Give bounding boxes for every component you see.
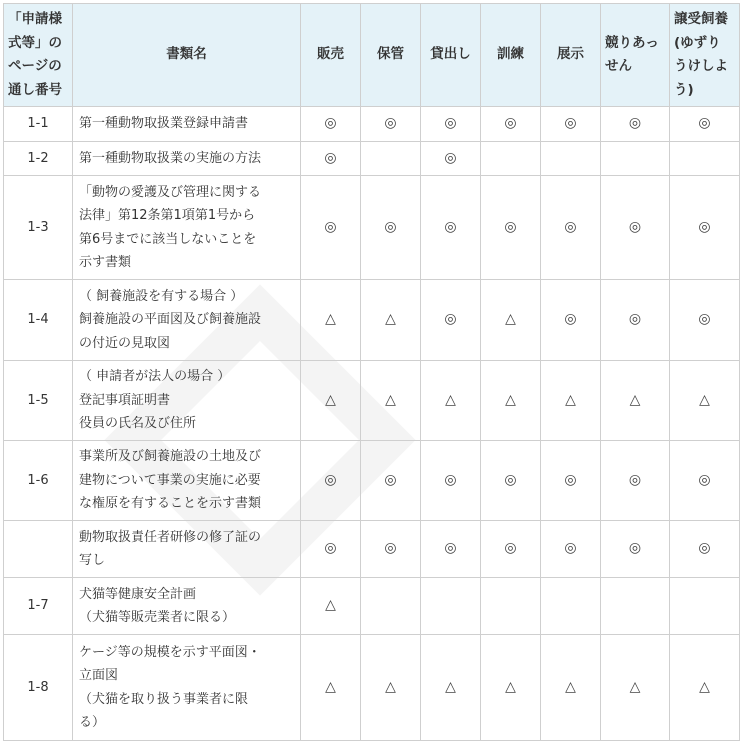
requirement-mark: △ <box>481 361 541 441</box>
row-number: 1-4 <box>4 280 73 361</box>
table-row <box>4 361 740 441</box>
table-row <box>4 280 740 361</box>
requirement-mark: △ <box>541 361 601 441</box>
requirement-mark: ◎ <box>421 521 481 578</box>
requirement-mark: △ <box>601 361 670 441</box>
header-storage: 保管 <box>361 4 421 107</box>
requirement-mark: ◎ <box>541 441 601 521</box>
requirement-mark: ◎ <box>481 521 541 578</box>
table-row <box>4 578 740 635</box>
document-name-line: （犬猫を取り扱う事業者に限 <box>79 691 249 707</box>
requirement-mark <box>361 578 421 635</box>
table-row <box>4 635 740 741</box>
row-document-name <box>73 280 301 361</box>
row-number: 1-8 <box>4 635 73 741</box>
requirement-mark: ◎ <box>421 176 481 280</box>
requirement-mark <box>481 578 541 635</box>
requirement-mark <box>670 578 740 635</box>
document-name-line: な権原を有することを示す書類 <box>79 496 262 512</box>
requirement-mark: △ <box>301 635 361 741</box>
row-document-name <box>73 521 301 578</box>
requirement-mark: △ <box>601 635 670 741</box>
requirement-mark: ◎ <box>670 280 740 361</box>
header-number: 「申請様 式等」の ページの 通し番号 <box>4 4 73 107</box>
requirement-mark: ◎ <box>301 441 361 521</box>
requirement-mark: ◎ <box>670 176 740 280</box>
requirement-mark: ◎ <box>601 280 670 361</box>
document-name-line: 第6号までに該当しないことを <box>79 231 257 247</box>
document-name-line: （犬猫等販売業者に限る） <box>79 610 236 625</box>
table-row <box>4 176 740 280</box>
requirement-mark <box>361 142 421 176</box>
requirement-mark: ◎ <box>361 176 421 280</box>
header-document-name: 書類名 <box>73 4 301 107</box>
document-name-line: 第一種動物取扱業登録申請書 <box>79 116 249 132</box>
header-adoption: 譲受飼養 (ゆずり うけしよ う) <box>670 4 740 107</box>
row-number: 1-3 <box>4 176 73 280</box>
requirement-mark: △ <box>481 280 541 361</box>
required-documents-table <box>3 3 740 741</box>
document-name-line: 動物取扱責任者研修の修了証の <box>79 529 262 545</box>
document-name-line: の付近の見取図 <box>79 335 171 351</box>
requirement-mark: △ <box>541 635 601 741</box>
row-document-name <box>73 361 301 441</box>
document-name-line: 飼養施設の平面図及び飼養施設 <box>79 312 262 328</box>
requirement-mark <box>601 578 670 635</box>
requirement-mark: ◎ <box>601 521 670 578</box>
requirement-mark <box>601 142 670 176</box>
requirement-mark: △ <box>670 361 740 441</box>
row-number: 1-1 <box>4 107 73 142</box>
requirement-mark <box>541 578 601 635</box>
row-document-name <box>73 176 301 280</box>
requirement-mark: ◎ <box>541 107 601 142</box>
row-number: 1-2 <box>4 142 73 176</box>
requirement-mark: △ <box>481 635 541 741</box>
document-name-line: る） <box>79 715 106 730</box>
document-name-line: 第一種動物取扱業の実施の方法 <box>79 150 262 166</box>
document-name-line: 登記事項証明書 <box>79 392 171 408</box>
requirement-mark <box>481 142 541 176</box>
requirement-mark: ◎ <box>670 107 740 142</box>
table-row <box>4 142 740 176</box>
requirement-mark: ◎ <box>421 280 481 361</box>
requirement-mark: △ <box>421 361 481 441</box>
requirement-mark: ◎ <box>301 142 361 176</box>
row-number: 1-5 <box>4 361 73 441</box>
requirement-mark: ◎ <box>670 521 740 578</box>
document-name-line: 建物について事業の実施に必要 <box>79 472 261 488</box>
row-document-name <box>73 107 301 142</box>
document-name-line: （ 申請者が法人の場合 ） <box>79 369 231 385</box>
requirement-mark: ◎ <box>481 441 541 521</box>
row-document-name <box>73 635 301 741</box>
requirement-mark: ◎ <box>481 107 541 142</box>
row-document-name <box>73 142 301 176</box>
requirement-mark: △ <box>301 578 361 635</box>
table-row <box>4 441 740 521</box>
requirement-mark: ◎ <box>361 107 421 142</box>
requirement-mark: ◎ <box>421 142 481 176</box>
requirement-mark: ◎ <box>421 441 481 521</box>
requirement-mark: ◎ <box>601 441 670 521</box>
header-training: 訓練 <box>481 4 541 107</box>
requirement-mark: ◎ <box>421 107 481 142</box>
document-name-line: 示す書類 <box>79 255 132 270</box>
requirement-mark <box>421 578 481 635</box>
requirement-mark: ◎ <box>601 176 670 280</box>
requirement-mark: ◎ <box>301 176 361 280</box>
requirement-mark: △ <box>670 635 740 741</box>
header-auction: 競りあっ せん <box>601 4 670 107</box>
table-row <box>4 107 740 142</box>
requirement-mark: △ <box>361 635 421 741</box>
requirement-mark: ◎ <box>361 441 421 521</box>
requirement-mark: ◎ <box>670 441 740 521</box>
document-name-line: ケージ等の規模を示す平面図・ <box>79 644 261 660</box>
requirement-mark: ◎ <box>361 521 421 578</box>
requirement-mark: △ <box>361 280 421 361</box>
table-row <box>4 521 740 578</box>
requirement-mark: ◎ <box>541 176 601 280</box>
document-name-line: 役員の氏名及び住所 <box>79 416 197 432</box>
document-name-line: 犬猫等健康安全計画 <box>79 586 197 602</box>
document-name-line: 「動物の愛護及び管理に関する <box>79 184 262 200</box>
header-lending: 貸出し <box>421 4 481 107</box>
document-name-line: 写し <box>79 553 106 568</box>
document-name-line: 法律」第12条第1項第1号から <box>79 208 256 223</box>
row-document-name <box>73 441 301 521</box>
requirement-mark <box>670 142 740 176</box>
requirement-mark: ◎ <box>481 176 541 280</box>
requirement-mark <box>541 142 601 176</box>
row-number: 1-6 <box>4 441 73 521</box>
requirement-mark: ◎ <box>301 521 361 578</box>
header-exhibition: 展示 <box>541 4 601 107</box>
document-name-line: （ 飼養施設を有する場合 ） <box>79 288 244 304</box>
header-sales: 販売 <box>301 4 361 107</box>
row-document-name <box>73 578 301 635</box>
requirement-mark: ◎ <box>601 107 670 142</box>
requirement-mark: ◎ <box>541 280 601 361</box>
requirement-mark: △ <box>361 361 421 441</box>
requirement-mark: △ <box>421 635 481 741</box>
document-name-line: 立面図 <box>79 668 119 683</box>
requirement-mark: ◎ <box>301 107 361 142</box>
requirement-mark: ◎ <box>541 521 601 578</box>
requirement-mark: △ <box>301 280 361 361</box>
requirement-mark: △ <box>301 361 361 441</box>
row-number: 1-7 <box>4 578 73 635</box>
header-row <box>4 4 740 107</box>
document-name-line: 事業所及び飼養施設の土地及び <box>79 449 262 465</box>
row-number <box>4 521 73 578</box>
